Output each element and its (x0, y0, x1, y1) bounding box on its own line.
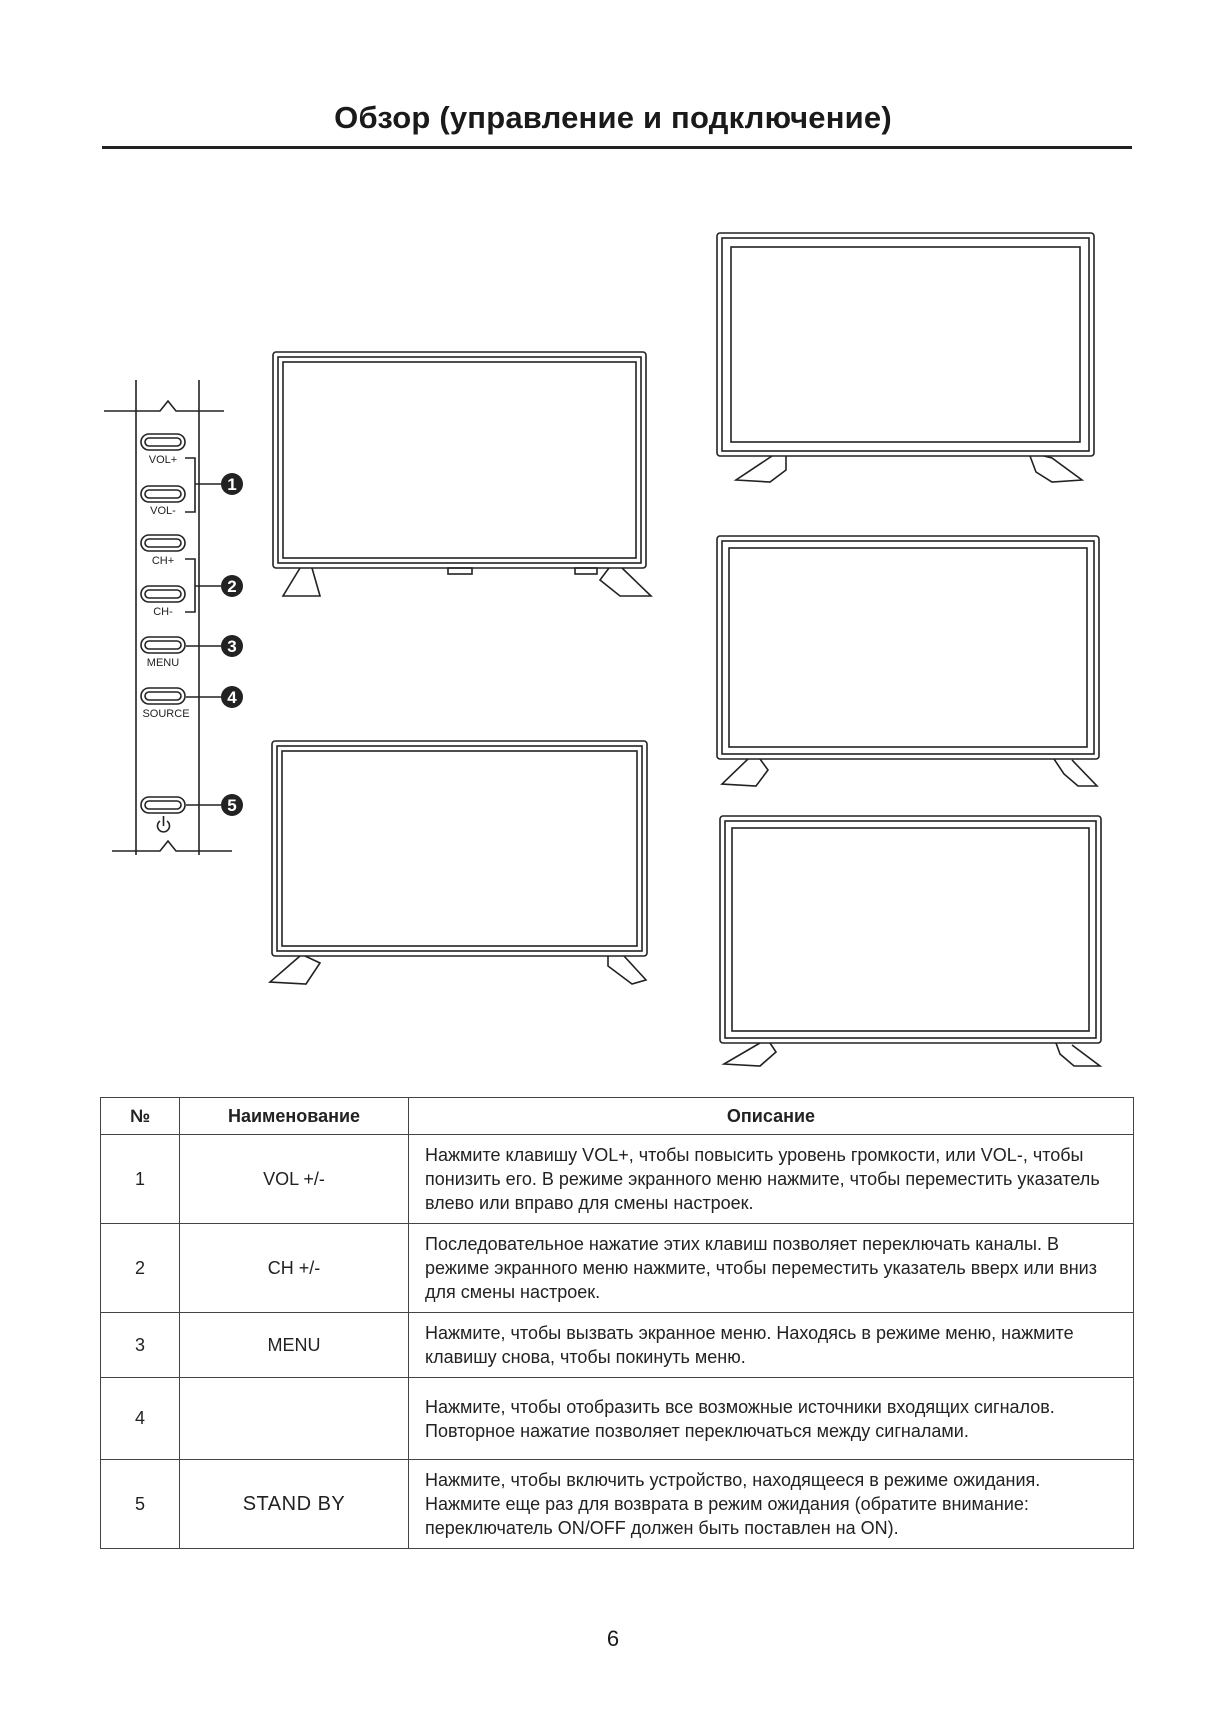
table-row (101, 1460, 1134, 1549)
button-vol-minus (141, 486, 185, 502)
button-ch-minus (141, 586, 185, 602)
row-desc: Последовательное нажатие этих клавиш позволяет переключать каналы. В режиме экранного меню нажмите, чтобы переместить указатель вверх или вниз для смены настроек. (409, 1224, 1134, 1313)
label-vol-plus: VOL+ (148, 454, 178, 466)
row-name: VOL +/- (180, 1135, 409, 1224)
svg-text:4: 4 (227, 688, 237, 707)
callout-4 (221, 686, 243, 708)
tv-model-3 (717, 233, 1094, 482)
header-name: Наименование (180, 1098, 409, 1135)
header-desc: Описание (409, 1098, 1134, 1135)
tv-model-2 (270, 741, 647, 984)
row-name: MENU (180, 1313, 409, 1378)
row-num: 5 (101, 1460, 180, 1549)
table-row (101, 1224, 1134, 1313)
page-title: Обзор (управление и подключение) (334, 100, 892, 135)
row-name (180, 1378, 409, 1460)
table-row (101, 1135, 1134, 1224)
row-name: STAND BY (180, 1460, 409, 1549)
svg-text:3: 3 (227, 637, 237, 656)
row-num: 3 (101, 1313, 180, 1378)
row-num: 4 (101, 1378, 180, 1460)
table-row (101, 1378, 1134, 1460)
button-menu (141, 637, 185, 653)
table-header-row (101, 1098, 1134, 1135)
page-number: 6 (606, 1626, 620, 1651)
label-ch-minus: CH- (153, 606, 173, 618)
callout-1 (221, 473, 243, 495)
callout-2 (221, 575, 243, 597)
controls-table (100, 1097, 1134, 1549)
row-name: CH +/- (180, 1224, 409, 1313)
button-ch-plus (141, 535, 185, 551)
label-source: SOURCE (142, 708, 190, 720)
row-desc: Нажмите клавишу VOL+, чтобы повысить уровень громкости, или VOL-, чтобы понизить его. В режиме экранного меню нажмите, чтобы переместить указатель влево или вправо для смены настроек. (409, 1135, 1134, 1224)
svg-text:5: 5 (227, 796, 237, 815)
label-ch-plus: CH+ (151, 555, 175, 567)
label-menu: MENU (146, 657, 180, 669)
row-num: 1 (101, 1135, 180, 1224)
svg-text:2: 2 (227, 577, 237, 596)
button-standby (141, 797, 185, 813)
svg-text:1: 1 (227, 475, 237, 494)
table-row (101, 1313, 1134, 1378)
callout-3 (221, 635, 243, 657)
panel-labels (142, 454, 189, 720)
label-vol-minus: VOL- (150, 505, 176, 517)
power-icon (157, 816, 169, 832)
button-vol-plus (141, 434, 185, 450)
row-desc: Нажмите, чтобы вызвать экранное меню. Находясь в режиме меню, нажмите клавишу снова, чтобы покинуть меню. (409, 1313, 1134, 1378)
callout-5 (221, 794, 243, 816)
tv-model-5 (720, 816, 1101, 1066)
tv-model-1 (273, 352, 651, 596)
row-desc: Нажмите, чтобы включить устройство, находящееся в режиме ожидания. Нажмите еще раз для возврата в режим ожидания (обратите внимание: переключатель ON/OFF должен быть поставлен на ON). (409, 1460, 1134, 1549)
header-num: № (101, 1098, 180, 1135)
button-source (141, 688, 185, 704)
tv-model-4 (717, 536, 1099, 786)
row-desc: Нажмите, чтобы отобразить все возможные источники входящих сигналов. Повторное нажатие позволяет переключаться между сигналами. (409, 1378, 1134, 1460)
row-num: 2 (101, 1224, 180, 1313)
